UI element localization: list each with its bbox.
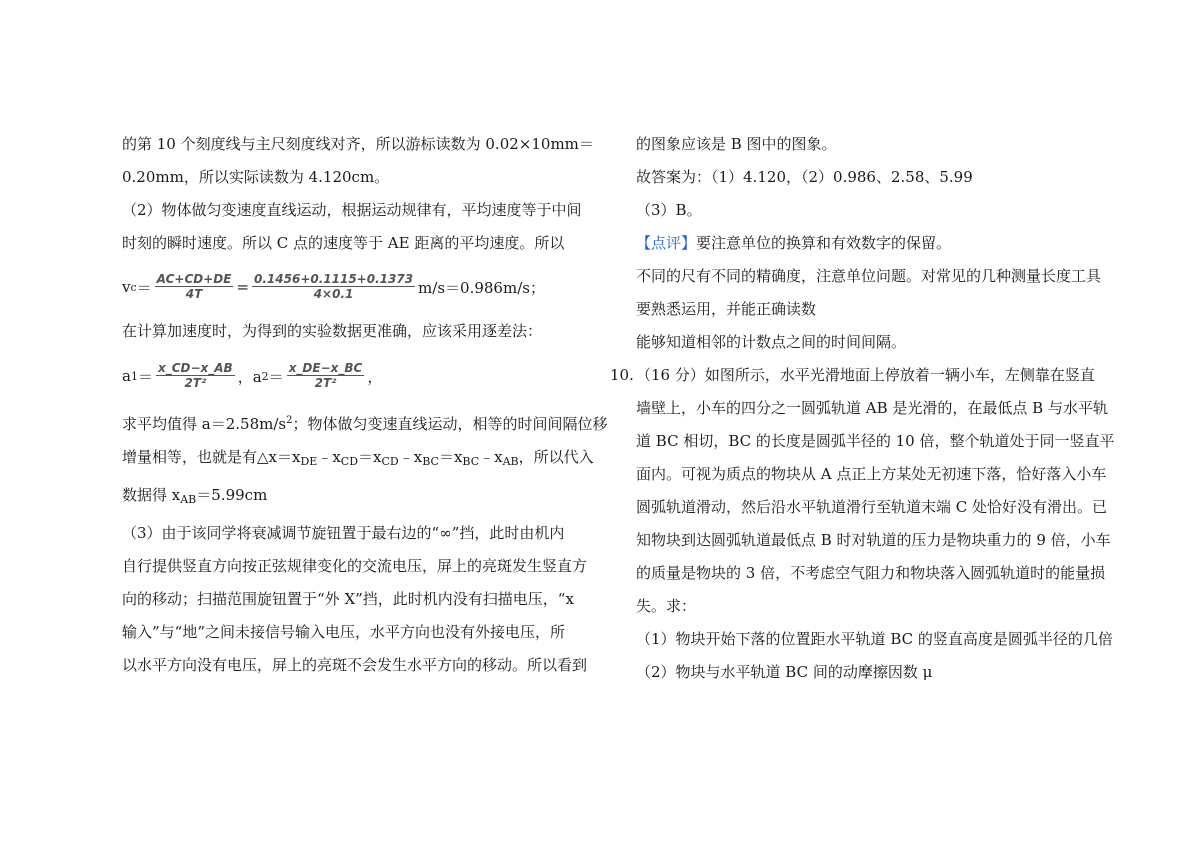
text-line: 时刻的瞬时速度。所以 C 点的速度等于 AE 距离的平均速度。所以 <box>122 234 565 252</box>
question-line: （1）物块开始下落的位置距水平轨道 BC 的竖直高度是圆弧半径的几倍 <box>636 630 1113 648</box>
text-line: 的第 10 个刻度线与主尺刻度线对齐，所以游标读数为 0.02×10mm＝ <box>122 135 594 153</box>
text-line: 不同的尺有不同的精确度，注意单位问题。对常见的几种测量长度工具 <box>636 267 1102 285</box>
text-line: 求平均值得 $a=2.58m/s^2$；物体做匀变速直线运动，相等的时间间隔位移 <box>122 415 608 433</box>
text-line: 要熟悉运用，并能正确读数 <box>636 300 817 318</box>
text-line: 数据得 $x_{AB}=5.99cm$ <box>122 486 268 506</box>
text-line: 在计算加速度时，为得到的实验数据更准确，应该采用逐差法： <box>122 322 543 340</box>
question-line: 面内。可视为质点的物块从 A 点正上方某处无初速下落，恰好落入小车 <box>636 465 1107 483</box>
text-line: 向的移动；扫描范围旋钮置于“外 X”挡，此时机内没有扫描电压，“x <box>122 590 574 608</box>
fraction: $\frac{0.1456+0.1115+0.1373}{4\times 0.1}$ <box>254 272 414 301</box>
question-line: 10. （16 分）如图所示，水平光滑地面上停放着一辆小车，左侧靠在竖直 <box>610 366 1095 384</box>
question-line: （2）物块与水平轨道 BC 间的动摩擦因数 μ <box>636 663 933 681</box>
question-line: 失。求： <box>636 597 697 615</box>
text-line: （3）由于该同学将衰减调节旋钮置于最右边的“∞”挡，此时由机内 <box>122 524 565 542</box>
text-line: 以水平方向没有电压，屏上的亮斑不会发生水平方向的移动。所以看到 <box>122 656 588 674</box>
comment-tag: 【点评】 <box>636 234 697 252</box>
fraction: $\frac{x\_DE-x\_BC}{\text{2T²}}$ <box>288 361 363 390</box>
acceleration-equation: a 1 ＝ $\frac{x\_CD-x\_AB}{\text{2T²}}$ ，a 2 ＝ $\frac{x\_DE-x\_BC}{\text{2T²}}$ ， <box>122 361 383 390</box>
text-line: 自行提供竖直方向按正弦规律变化的交流电压，屏上的亮斑发生竖直方 <box>122 557 588 575</box>
question-line: 的质量是物块的 3 倍，不考虑空气阻力和物块落入圆弧轨道时的能量损 <box>636 564 1106 582</box>
velocity-equation: v c ＝ $\frac{AC+CD+DE}{4T}$ = $\frac{0.1456+0.1115+0.1373}{4\times 0.1}$ m/s＝0.986m/s； <box>122 272 545 301</box>
question-line: 墙壁上，小车的四分之一圆弧轨道 AB 是光滑的，在最低点 B 与水平轨 <box>636 399 1108 417</box>
text-line: 0.20mm，所以实际读数为 4.120cm。 <box>122 168 390 186</box>
text-line: 增量相等，也就是有$\triangle x=x_{DE}﹣x_{CD}=x_{CD}﹣x_{BC}=x_{BC}﹣x_{AB}$，所以代入 <box>122 448 594 468</box>
text-line: 的图象应该是 B 图中的图象。 <box>636 135 837 153</box>
text-line: 输入”与“地”之间未接信号输入电压，水平方向也没有外接电压，所 <box>122 623 566 641</box>
comment-line: 【点评】要注意单位的换算和有效数字的保留。 <box>636 234 952 252</box>
text-line: 能够知道相邻的计数点之间的时间间隔。 <box>636 333 907 351</box>
question-number: 10. <box>610 366 634 384</box>
question-line: 道 BC 相切，BC 的长度是圆弧半径的 10 倍，整个轨道处于同一竖直平 <box>636 432 1115 450</box>
text-line: （2）物体做匀变速度直线运动，根据运动规律有，平均速度等于中间 <box>122 201 582 219</box>
question-line: 圆弧轨道滑动，然后沿水平轨道滑行至轨道末端 C 处恰好没有滑出。已 <box>636 498 1108 516</box>
question-line: 知物块到达圆弧轨道最低点 B 时对轨道的压力是物块重力的 9 倍，小车 <box>636 531 1111 549</box>
answer-line: （3）B。 <box>636 201 702 219</box>
fraction: $\frac{AC+CD+DE}{4T}$ <box>156 272 232 301</box>
left-column <box>122 133 608 676</box>
answer-line: 故答案为：（1）4.120，（2）0.986、2.58、5.99 <box>636 168 973 186</box>
right-column <box>610 133 1115 683</box>
fraction: $\frac{x\_CD-x\_AB}{\text{2T²}}$ <box>157 361 233 390</box>
